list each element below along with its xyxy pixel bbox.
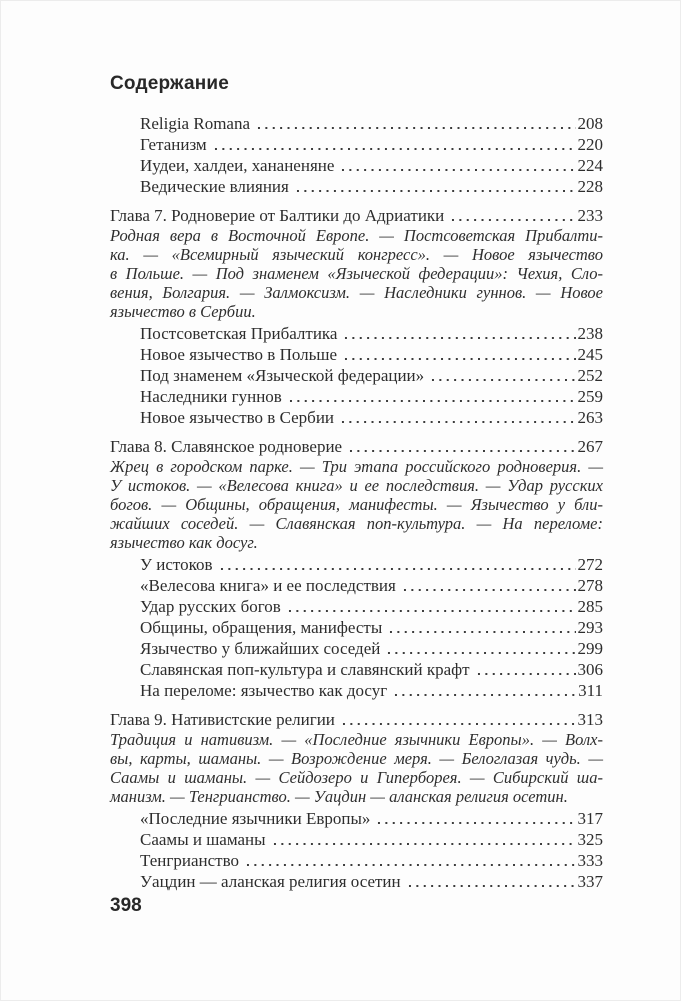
toc-entry	[110, 850, 603, 871]
chapter-page: 313	[577, 710, 603, 729]
summary-line: язычество в Сербии.	[110, 302, 256, 321]
toc-entry-title: «Велесова книга» и ее последствия	[140, 576, 396, 595]
folio-page-number: 398	[110, 895, 142, 916]
dot-leader	[476, 671, 576, 677]
toc-entry-page: 337	[577, 872, 603, 891]
toc-entry-title: Язычество у ближайших соседей	[140, 639, 381, 658]
chapter-entry-list	[110, 808, 603, 892]
summary-line: жайших соседей. — Славянская поп-культура. — На переломе:	[110, 514, 603, 533]
toc-entry-page: 278	[577, 576, 603, 595]
chapter-page: 233	[577, 206, 603, 225]
toc-entry-page: 263	[577, 408, 603, 427]
chapter-title-row	[110, 436, 603, 457]
summary-line: У истоков. — «Велесова книга» и ее последствия. — Удар русских	[110, 476, 603, 495]
toc-entry-page: 224	[577, 156, 603, 175]
toc-entry-title: Иудеи, халдеи, хананеняне	[140, 156, 335, 175]
dot-leader	[295, 188, 576, 194]
dot-leader	[376, 820, 575, 826]
chapter-summary	[110, 226, 603, 321]
dot-leader	[340, 419, 575, 425]
chapter-entry-list	[110, 554, 603, 701]
chapter-summary	[110, 730, 603, 806]
toc-entry-page: 325	[577, 830, 603, 849]
chapter-page: 267	[577, 437, 603, 456]
toc-entry-page: 252	[577, 366, 603, 385]
dot-leader	[407, 883, 576, 889]
toc-entry-page: 272	[577, 555, 603, 574]
toc-entry-title: У истоков	[140, 555, 213, 574]
toc-entry	[110, 344, 603, 365]
toc-entry-page: 311	[578, 681, 603, 700]
toc-entry	[110, 596, 603, 617]
toc-entry	[110, 575, 603, 596]
toc-entry-title: Religia Romana	[140, 114, 251, 133]
toc-entry-title: Новое язычество в Польше	[140, 345, 338, 364]
toc-entry-title: На переломе: язычество как досуг	[140, 681, 388, 700]
toc-entry-title: Общины, обращения, манифесты	[140, 618, 383, 637]
dot-leader	[287, 608, 576, 614]
toc-entry	[110, 365, 603, 386]
toc-entry	[110, 407, 603, 428]
toc-chapter-9	[110, 709, 603, 892]
toc-entry-title: Новое язычество в Сербии	[140, 408, 335, 427]
toc-entry	[110, 871, 603, 892]
chapter-title: Глава 8. Славянское родноверие	[110, 437, 343, 456]
toc-chapter-7	[110, 205, 603, 428]
toc-entry-page: 220	[577, 135, 603, 154]
dot-leader	[386, 650, 575, 656]
summary-line: в Польше. — Под знаменем «Языческой федерации»: Чехия, Сло-	[110, 264, 603, 283]
toc-entry	[110, 638, 603, 659]
toc-entry-title: Удар русских богов	[140, 597, 281, 616]
toc-entry	[110, 659, 603, 680]
toc-entry-page: 317	[577, 809, 603, 828]
toc-entry-page: 293	[577, 618, 603, 637]
toc-entry	[110, 386, 603, 407]
page-title: Содержание	[110, 73, 230, 94]
dot-leader	[343, 356, 575, 362]
summary-line: ка. — «Всемирный языческий конгресс». — Новое язычество	[110, 245, 603, 264]
dot-leader	[450, 217, 575, 223]
toc-entry	[110, 808, 603, 829]
chapter-title-row	[110, 709, 603, 730]
dot-leader	[219, 566, 576, 572]
toc-entry-page: 245	[577, 345, 603, 364]
chapter-entry-list	[110, 323, 603, 428]
summary-line: вы, карты, шаманы. — Возрождение меря. — Белоглазая чудь. —	[110, 749, 603, 768]
toc-entry	[110, 134, 603, 155]
toc-entry-page: 285	[577, 597, 603, 616]
toc-entry	[110, 155, 603, 176]
toc-entry	[110, 176, 603, 197]
toc-entry-title: Уацдин — аланская религия осетин	[140, 872, 401, 891]
dot-leader	[341, 721, 576, 727]
summary-line: Традиция и нативизм. — «Последние язычники Европы». — Волх-	[110, 730, 603, 749]
toc-entry-title: Саамы и шаманы	[140, 830, 266, 849]
dot-leader	[393, 692, 576, 698]
toc-entry	[110, 829, 603, 850]
summary-line: богов. — Общины, обращения, манифесты. — Язычество у бли-	[110, 495, 603, 514]
dot-leader	[213, 146, 576, 152]
toc-entry-title: «Последние язычники Европы»	[140, 809, 371, 828]
dot-leader	[272, 841, 576, 847]
toc-entry	[110, 680, 603, 701]
chapter-title: Глава 9. Нативистские религии	[110, 710, 335, 729]
toc-entry	[110, 554, 603, 575]
toc-entry-title: Под знаменем «Языческой федерации»	[140, 366, 425, 385]
toc-chapter-8	[110, 436, 603, 701]
dot-leader	[245, 862, 576, 868]
chapter-title-row	[110, 205, 603, 226]
dot-leader	[348, 448, 575, 454]
intro-entry-list	[110, 113, 603, 197]
toc-entry-page: 238	[577, 324, 603, 343]
dot-leader	[402, 587, 576, 593]
toc-entry-title: Наследники гуннов	[140, 387, 282, 406]
toc-entry-page: 259	[577, 387, 603, 406]
summary-line: Саамы и шаманы. — Сейдозеро и Гиперборея. — Сибирский ша-	[110, 768, 603, 787]
toc-entry	[110, 617, 603, 638]
summary-line: манизм. — Тенгрианство. — Уацдин — аланская религия осетин.	[110, 787, 568, 806]
toc-entry-title: Гетанизм	[140, 135, 207, 154]
toc-entry-page: 306	[577, 660, 603, 679]
toc-entry	[110, 113, 603, 134]
dot-leader	[288, 398, 576, 404]
dot-leader	[388, 629, 575, 635]
toc-entry-page: 333	[577, 851, 603, 870]
dot-leader	[340, 167, 575, 173]
toc-entry-title: Ведические влияния	[140, 177, 289, 196]
dot-leader	[256, 125, 575, 131]
dot-leader	[343, 335, 575, 341]
toc-entry-title: Славянская поп-культура и славянский крафт	[140, 660, 470, 679]
dot-leader	[430, 377, 575, 383]
toc-entry-page: 208	[577, 114, 603, 133]
toc-entry-title: Постсоветская Прибалтика	[140, 324, 338, 343]
summary-line: Родная вера в Восточной Европе. — Постсоветская Прибалти-	[110, 226, 603, 245]
summary-line: язычество как досуг.	[110, 533, 258, 552]
toc-content	[110, 73, 603, 892]
summary-line: вения, Болгария. — Залмоксизм. — Наследники гуннов. — Новое	[110, 283, 603, 302]
chapter-summary	[110, 457, 603, 552]
summary-line: Жрец в городском парке. — Три этапа российского родноверия. —	[110, 457, 603, 476]
toc-entry	[110, 323, 603, 344]
toc-entry-title: Тенгрианство	[140, 851, 239, 870]
toc-entry-page: 228	[577, 177, 603, 196]
toc-entry-page: 299	[577, 639, 603, 658]
chapter-title: Глава 7. Родноверие от Балтики до Адриатики	[110, 206, 445, 225]
